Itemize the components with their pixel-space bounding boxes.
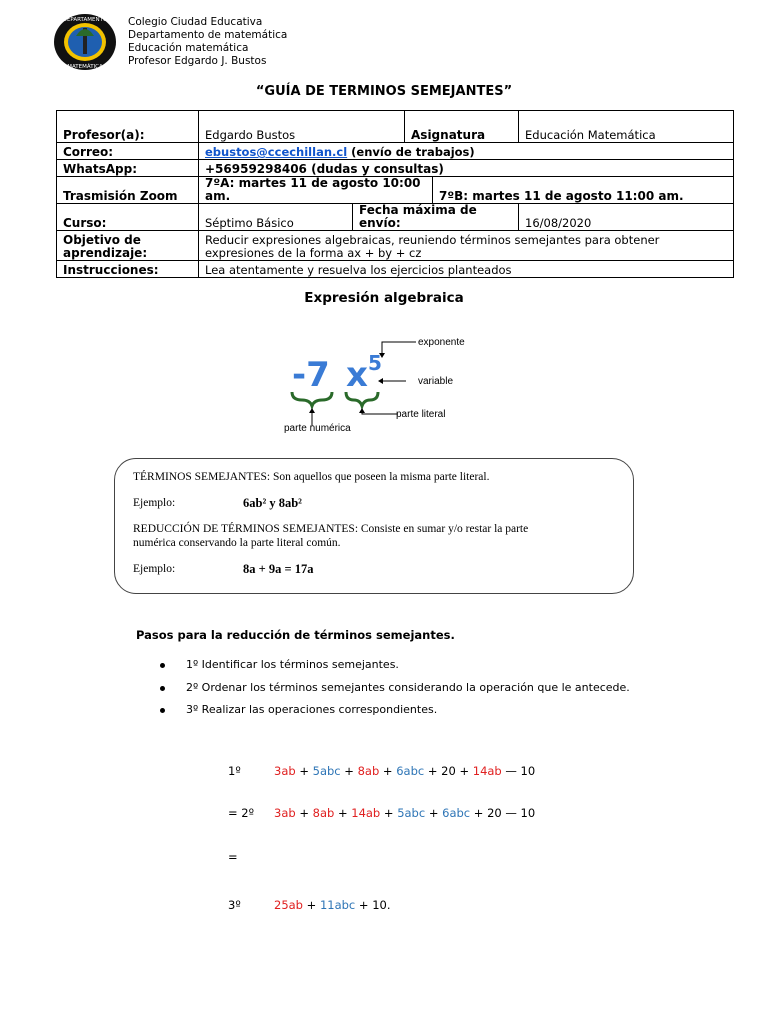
objetivo-value — [199, 231, 734, 261]
work-line-2-expression — [274, 806, 535, 820]
label-parte-numerica: parte numérica — [284, 423, 351, 434]
department-logo — [52, 12, 118, 72]
example-1 — [133, 497, 175, 509]
step-1-text: 1º Identificar los términos semejantes. — [186, 658, 399, 671]
work-line-2-label: = 2º — [228, 806, 255, 820]
term-8ab: 8ab — [357, 764, 380, 778]
def1-head: TÉRMINOS SEMEJANTES: — [133, 471, 271, 483]
logo-text-top: DEPARTAMENTO — [62, 17, 108, 23]
term-25ab: 25ab — [274, 898, 303, 912]
instrucciones-label: Instrucciones: — [57, 261, 199, 278]
teacher-name: Profesor Edgardo J. Bustos — [128, 55, 267, 67]
work-line-3-label: = — [228, 850, 238, 864]
objetivo-label-1: Objetivo de — [63, 233, 141, 247]
curso-label: Curso: — [57, 204, 199, 231]
work-line-4-label: 3º — [228, 898, 241, 912]
instrucciones-value: Lea atentamente y resuelva los ejercicios planteados — [199, 261, 734, 278]
work-line-1-label: 1º — [228, 764, 241, 778]
zoom-7b: 7ºB: martes 11 de agosto 11:00 am. — [433, 177, 734, 204]
whatsapp-label: WhatsApp: — [57, 160, 199, 177]
term-14ab: 14ab — [351, 806, 381, 820]
example-1-expression: 6ab² y 8ab² — [243, 496, 302, 510]
diagram-exponent: 5 — [368, 351, 382, 375]
label-parte-literal: parte literal — [396, 409, 446, 420]
step-3-text: 3º Realizar las operaciones correspondientes. — [186, 703, 438, 716]
op-plus: + — [295, 806, 313, 820]
op-plus: + — [302, 898, 320, 912]
term-3ab: 3ab — [274, 806, 296, 820]
op-plus: + — [380, 806, 398, 820]
expression-title: Expresión algebraica — [304, 290, 464, 306]
info-table — [56, 110, 734, 278]
label-variable: variable — [418, 376, 454, 387]
op-plus: + — [425, 806, 443, 820]
subject-name: Educación matemática — [128, 42, 249, 54]
fecha-value: 16/08/2020 — [519, 204, 734, 231]
term-10: 10. — [372, 898, 391, 912]
diagram-coefficient: -7 — [292, 355, 330, 395]
correo-cell — [199, 143, 734, 160]
work-line-4-expression — [274, 898, 391, 912]
correo-note: (envío de trabajos) — [347, 145, 475, 159]
definition-reduccion-2: numérica conservando la parte literal común. — [133, 537, 341, 549]
profesor-label: Profesor(a): — [57, 111, 199, 143]
term-5abc: 5abc — [312, 764, 341, 778]
page-title: “GUÍA DE TERMINOS SEMEJANTES” — [255, 84, 513, 99]
email-link[interactable]: ebustos@ccechillan.cl — [205, 145, 348, 159]
op-plus: + — [455, 764, 473, 778]
step-item-2 — [160, 681, 630, 694]
steps-title: Pasos para la reducción de términos semejantes. — [136, 628, 455, 642]
example-1-label: Ejemplo: — [133, 497, 176, 509]
profesor-value: Edgardo Bustos — [199, 111, 405, 143]
term-14ab: 14ab — [472, 764, 502, 778]
op-plus: + — [340, 764, 358, 778]
op-plus: + — [470, 806, 488, 820]
work-line-1-expression — [274, 764, 535, 778]
example-2-expression: 8a + 9a = 17a — [243, 562, 314, 576]
step-item-1 — [160, 658, 399, 671]
op-plus: + — [295, 764, 313, 778]
objetivo-label — [57, 231, 199, 261]
curso-value: Séptimo Básico — [199, 204, 353, 231]
op-plus: + — [424, 764, 442, 778]
diagram-variable: x — [346, 355, 368, 395]
op-plus: + — [379, 764, 397, 778]
term-6abc: 6abc — [396, 764, 425, 778]
objetivo-value-1: Reducir expresiones algebraicas, reuniendo términos semejantes para obtener — [205, 233, 660, 247]
asignatura-value: Educación Matemática — [519, 111, 734, 143]
zoom-label: Trasmisión Zoom — [57, 177, 199, 204]
arrow-literal — [362, 410, 398, 414]
term-minus-10: — 10 — [501, 806, 536, 820]
definition-reduccion-1 — [133, 523, 528, 535]
fecha-label: Fecha máxima de envío: — [353, 204, 519, 231]
term-6abc: 6abc — [442, 806, 471, 820]
step-2-text: 2º Ordenar los términos semejantes considerando la operación que le antecede. — [186, 681, 630, 694]
term-20: 20 — [487, 806, 502, 820]
objetivo-value-2: expresiones de la forma ax + by + cz — [205, 246, 422, 260]
op-plus: + — [334, 806, 352, 820]
def2-head: REDUCCIÓN DE TÉRMINOS SEMEJANTES: — [133, 523, 359, 535]
step-item-3 — [160, 703, 437, 716]
department-name: Departamento de matemática — [128, 29, 288, 41]
term-minus-10: — 10 — [501, 764, 536, 778]
objetivo-label-2: aprendizaje: — [63, 246, 148, 260]
def2-text-1: Consiste en sumar y/o restar la parte — [358, 523, 529, 535]
definition-terminos-semejantes — [133, 471, 489, 483]
term-8ab: 8ab — [312, 806, 335, 820]
def1-text: Son aquellos que poseen la misma parte literal. — [270, 471, 490, 483]
op-plus: + — [355, 898, 373, 912]
example-2-label: Ejemplo: — [133, 563, 176, 575]
correo-label: Correo: — [57, 143, 199, 160]
school-name: Colegio Ciudad Educativa — [128, 16, 263, 28]
algebraic-expression-diagram — [270, 330, 490, 440]
label-exponente: exponente — [418, 337, 465, 348]
arrow-exponent — [382, 342, 416, 356]
logo-text-bottom: MATEMÁTICA — [67, 64, 103, 70]
term-11abc: 11abc — [319, 898, 356, 912]
whatsapp-value: +56959298406 (dudas y consultas) — [199, 160, 734, 177]
definitions-box — [114, 458, 634, 594]
term-20: 20 — [441, 764, 456, 778]
asignatura-label: Asignatura — [405, 111, 519, 143]
term-3ab: 3ab — [274, 764, 296, 778]
zoom-7a: 7ºA: martes 11 de agosto 10:00 am. — [199, 177, 433, 204]
term-5abc: 5abc — [397, 806, 426, 820]
